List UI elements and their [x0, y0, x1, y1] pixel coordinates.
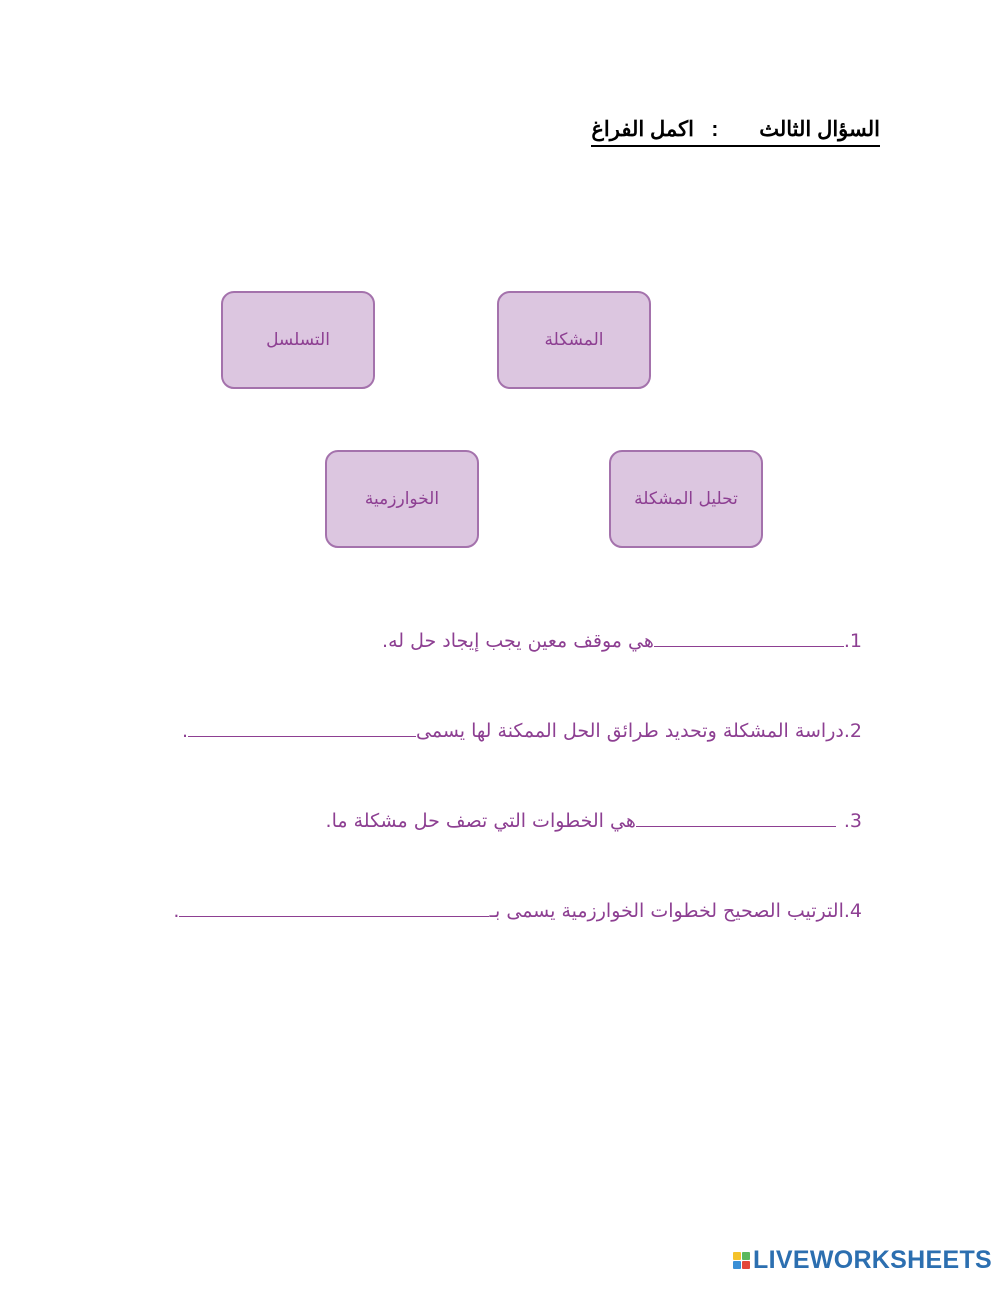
brand-name: LIVEWORKSHEETS	[753, 1246, 992, 1274]
question-4	[173, 896, 862, 926]
question-text: دراسة المشكلة وتحديد طرائق الحل الممكنة لها يسمى	[416, 720, 844, 742]
question-title: السؤال الثالث : اكمل الفراغ	[591, 116, 880, 147]
question-number: 4.	[843, 900, 862, 922]
question-text: هي الخطوات التي تصف حل مشكلة ما.	[325, 810, 636, 832]
question-1	[382, 626, 862, 656]
answer-blank-2[interactable]	[188, 716, 416, 737]
liveworksheets-logo-icon	[733, 1252, 750, 1269]
question-3	[326, 806, 862, 836]
question-2	[182, 716, 862, 746]
question-text-end: .	[173, 900, 180, 922]
question-text: الترتيب الصحيح لخطوات الخوارزمية يسمى بـ	[489, 900, 844, 922]
word-card-sequence[interactable]: التسلسل	[221, 291, 375, 389]
word-card-problem-analysis[interactable]: تحليل المشكلة	[609, 450, 763, 548]
word-card-problem[interactable]: المشكلة	[497, 291, 651, 389]
question-text-end: .	[181, 720, 189, 742]
answer-blank-3[interactable]	[636, 806, 836, 827]
answer-blank-4[interactable]	[179, 896, 489, 917]
question-text: هي موقف معين يجب إيجاد حل له.	[382, 630, 654, 652]
question-number: 3.	[843, 810, 862, 832]
liveworksheets-brand	[733, 1246, 992, 1275]
answer-blank-1[interactable]	[654, 626, 844, 647]
word-card-algorithm[interactable]: الخوارزمية	[325, 450, 479, 548]
question-number: 1.	[843, 630, 862, 652]
question-number: 2.	[843, 720, 862, 742]
